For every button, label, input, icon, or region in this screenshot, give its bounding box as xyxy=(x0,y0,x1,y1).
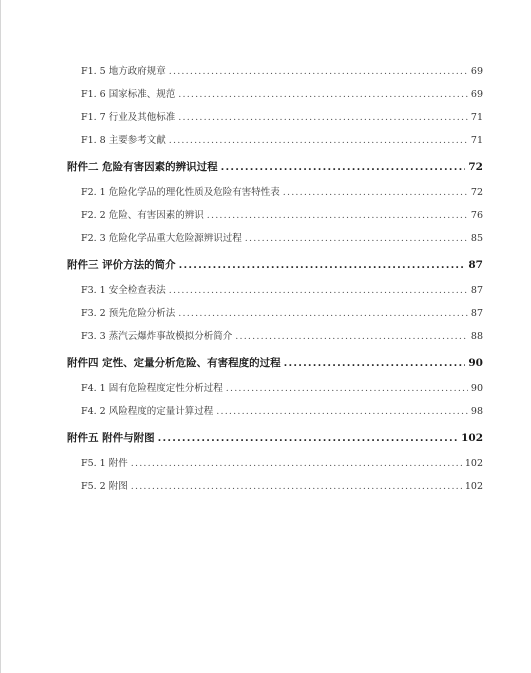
toc-entry-title: F5. 2 附图 xyxy=(81,481,128,492)
dot-leader xyxy=(221,154,466,181)
toc-page-number: 90 xyxy=(470,383,483,394)
toc-entry-title: F3. 2 预先危险分析法 xyxy=(81,308,176,319)
toc-section-title: 附件二 危险有害因素的辨识过程 xyxy=(67,161,218,173)
toc-page-number: 102 xyxy=(464,481,483,492)
toc-entry-title: F1. 6 国家标准、规范 xyxy=(81,89,176,100)
toc-entry-title: F1. 5 地方政府规章 xyxy=(81,66,166,77)
dot-leader xyxy=(178,302,468,325)
toc-entry-title: F2. 2 危险、有害因素的辨识 xyxy=(81,210,204,221)
toc-entry-title: F2. 3 危险化学品重大危险源辨识过程 xyxy=(81,233,242,244)
dot-leader xyxy=(216,400,468,423)
toc-entry-f2-2[interactable] xyxy=(67,204,483,227)
toc-entry-f3-3[interactable] xyxy=(67,325,483,348)
toc-page-number: 88 xyxy=(470,331,483,342)
toc-entry-f4-1[interactable] xyxy=(67,377,483,400)
toc-page-number: 87 xyxy=(468,259,483,271)
toc-entry-f1-5[interactable] xyxy=(67,60,483,83)
toc-page-number: 102 xyxy=(464,458,483,469)
toc-entry-f3-1[interactable] xyxy=(67,279,483,302)
dot-leader xyxy=(284,350,466,377)
toc-entry-title: F5. 1 附件 xyxy=(81,458,128,469)
toc-page-number: 71 xyxy=(470,112,483,123)
toc-section-appendix-3[interactable] xyxy=(67,252,483,279)
toc-entry-f5-2[interactable] xyxy=(67,475,483,498)
toc-entry-title: F3. 1 安全检查表法 xyxy=(81,285,166,296)
toc-page-number: 69 xyxy=(470,89,483,100)
toc-section-appendix-5[interactable] xyxy=(67,425,483,452)
toc-page-number: 85 xyxy=(470,233,483,244)
dot-leader xyxy=(235,325,468,348)
toc-page-number: 102 xyxy=(461,432,483,444)
toc-section-title: 附件五 附件与附图 xyxy=(67,432,155,444)
toc-entry-title: F4. 2 风险程度的定量计算过程 xyxy=(81,406,214,417)
toc-page-number: 76 xyxy=(470,210,483,221)
dot-leader xyxy=(131,452,462,475)
toc-entry-title: F2. 1 危险化学品的理化性质及危险有害特性表 xyxy=(81,187,280,198)
dot-leader xyxy=(179,252,466,279)
toc-section-appendix-4[interactable] xyxy=(67,350,483,377)
toc-page-number: 72 xyxy=(468,161,483,173)
toc-page-number: 71 xyxy=(470,135,483,146)
toc-entry-title: F3. 3 蒸汽云爆炸事故模拟分析简介 xyxy=(81,331,233,342)
dot-leader xyxy=(131,475,462,498)
toc-entry-f1-7[interactable] xyxy=(67,106,483,129)
dot-leader xyxy=(169,129,468,152)
toc-section-appendix-2[interactable] xyxy=(67,154,483,181)
toc-page-number: 90 xyxy=(468,357,483,369)
dot-leader xyxy=(207,204,468,227)
dot-leader xyxy=(169,60,468,83)
toc-entry-f4-2[interactable] xyxy=(67,400,483,423)
toc-section-title: 附件四 定性、定量分析危险、有害程度的过程 xyxy=(67,357,281,369)
toc-entry-title: F4. 1 固有危险程度定性分析过程 xyxy=(81,383,223,394)
toc-entry-f1-6[interactable] xyxy=(67,83,483,106)
toc-page-number: 87 xyxy=(470,285,483,296)
toc-page-number: 98 xyxy=(470,406,483,417)
toc-entry-f1-8[interactable] xyxy=(67,129,483,152)
dot-leader xyxy=(226,377,468,400)
toc-page-number: 69 xyxy=(470,66,483,77)
table-of-contents xyxy=(67,60,483,498)
toc-page-number: 87 xyxy=(470,308,483,319)
toc-entry-f2-1[interactable] xyxy=(67,181,483,204)
toc-entry-title: F1. 8 主要参考文献 xyxy=(81,135,166,146)
page-edge xyxy=(0,0,1,673)
toc-section-title: 附件三 评价方法的简介 xyxy=(67,259,176,271)
dot-leader xyxy=(169,279,468,302)
toc-entry-f3-2[interactable] xyxy=(67,302,483,325)
dot-leader xyxy=(178,106,468,129)
dot-leader xyxy=(245,227,468,250)
dot-leader xyxy=(158,425,458,452)
dot-leader xyxy=(283,181,468,204)
toc-entry-title: F1. 7 行业及其他标准 xyxy=(81,112,176,123)
toc-entry-f2-3[interactable] xyxy=(67,227,483,250)
toc-page-number: 72 xyxy=(470,187,483,198)
toc-entry-f5-1[interactable] xyxy=(67,452,483,475)
dot-leader xyxy=(178,83,468,106)
